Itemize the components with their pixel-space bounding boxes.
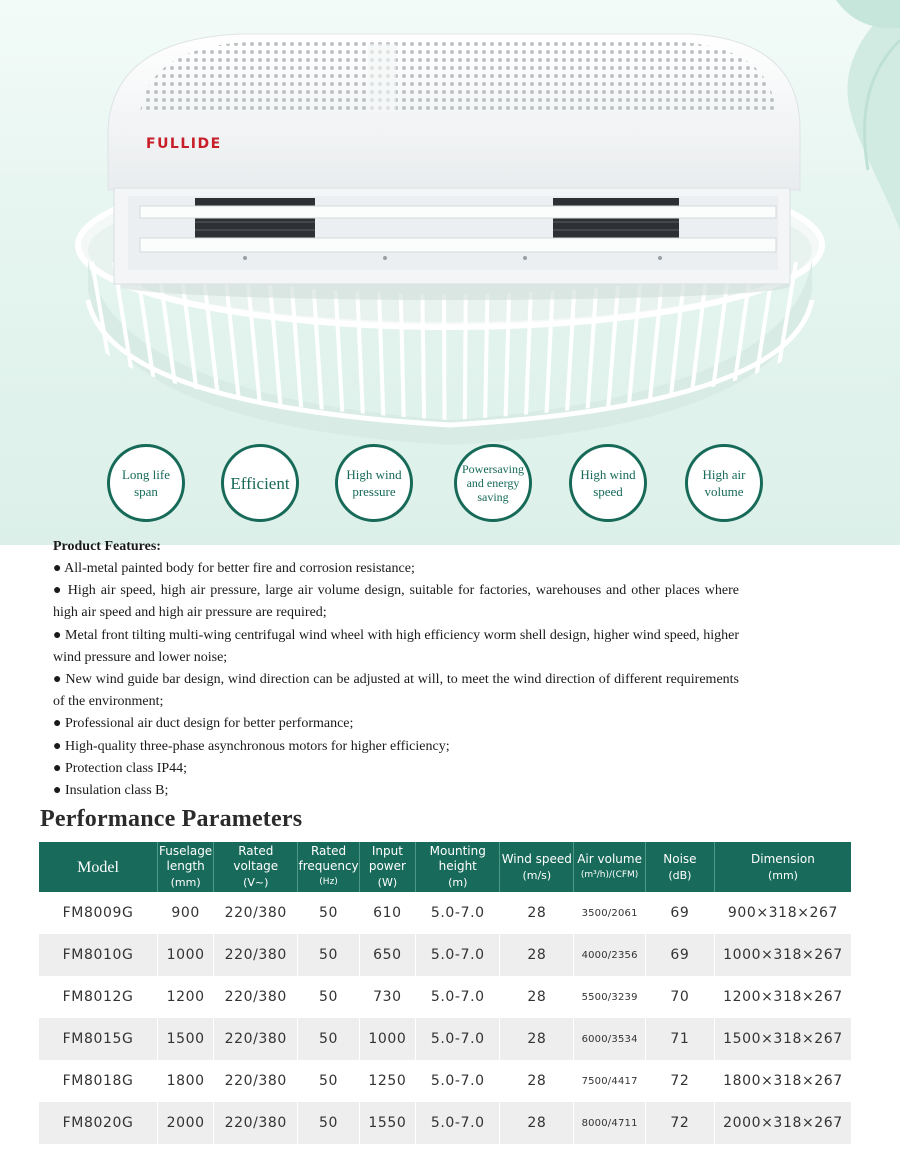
- header-fuselage-length: Fuselage length (mm): [158, 842, 214, 892]
- cell-wind-speed: 28: [500, 1060, 574, 1102]
- cell-air-volume: 3500/2061: [574, 892, 646, 934]
- cell-air-volume: 4000/2356: [574, 934, 646, 976]
- cell-wind-speed: 28: [500, 934, 574, 976]
- cell-frequency: 50: [298, 934, 359, 976]
- cell-frequency: 50: [298, 1018, 359, 1060]
- cell-dimension: 1500×318×267: [714, 1018, 851, 1060]
- cell-wind-speed: 28: [500, 1102, 574, 1144]
- cell-frequency: 50: [298, 892, 359, 934]
- performance-table: [39, 842, 851, 1144]
- cell-noise: 72: [645, 1060, 714, 1102]
- badge-wind-speed: High wind speed: [569, 444, 647, 522]
- badge-wind-pressure: High wind pressure: [335, 444, 413, 522]
- cell-frequency: 50: [298, 976, 359, 1018]
- table-row: [39, 1060, 851, 1102]
- feature-item: ● New wind guide bar design, wind direction can be adjusted at will, to meet the wind direction of different requirements of the environment;: [53, 672, 739, 710]
- cell-model: FM8009G: [62, 905, 134, 921]
- header-wind-speed: Wind speed (m/s): [500, 842, 574, 892]
- cell-noise: 70: [645, 976, 714, 1018]
- cell-frequency: 50: [298, 1060, 359, 1102]
- cell-model: FM8012G: [62, 989, 134, 1005]
- cell-length: 2000: [158, 1102, 214, 1144]
- cell-dimension: 2000×318×267: [714, 1102, 851, 1144]
- table-row: [39, 1102, 851, 1144]
- table-row: [39, 1018, 851, 1060]
- cell-air-volume: 6000/3534: [574, 1018, 646, 1060]
- cell-dimension: 1000×318×267: [714, 934, 851, 976]
- header-rated-frequency: Rated frequency (Hz): [298, 842, 359, 892]
- cell-power: 650: [359, 934, 415, 976]
- cell-wind-speed: 28: [500, 1018, 574, 1060]
- cell-length: 1500: [158, 1018, 214, 1060]
- cell-voltage: 220/380: [214, 1060, 298, 1102]
- cell-height: 5.0-7.0: [416, 934, 500, 976]
- cell-height: 5.0-7.0: [416, 1018, 500, 1060]
- cell-dimension: 900×318×267: [714, 892, 851, 934]
- header-noise: Noise (dB): [645, 842, 714, 892]
- badge-power-saving: Powersaving and energy saving: [454, 444, 532, 522]
- header-rated-voltage: Rated voltage (V~): [214, 842, 298, 892]
- cell-frequency: 50: [298, 1102, 359, 1144]
- hero-banner: [0, 0, 900, 545]
- cell-wind-speed: 28: [500, 976, 574, 1018]
- feature-badges: [0, 440, 900, 530]
- cell-noise: 69: [645, 934, 714, 976]
- badge-air-volume: High air volume: [685, 444, 763, 522]
- header-input-power: Input power (W): [359, 842, 415, 892]
- cell-voltage: 220/380: [214, 892, 298, 934]
- feature-item: ● High air speed, high air pressure, large air volume design, suitable for factories, warehouses and other places where high air speed and high air pressure are required;: [53, 583, 739, 621]
- cell-height: 5.0-7.0: [416, 1102, 500, 1144]
- header-air-volume: Air volume (m³/h)/(CFM): [574, 842, 646, 892]
- cell-model: FM8015G: [39, 1018, 158, 1060]
- cell-power: 730: [359, 976, 415, 1018]
- cell-power: 1000: [359, 1018, 415, 1060]
- header-dimension: Dimension (mm): [714, 842, 851, 892]
- cell-height: 5.0-7.0: [416, 892, 500, 934]
- brand-logo: FULLIDE: [146, 136, 222, 152]
- features-heading: Product Features:: [53, 539, 161, 554]
- cell-voltage: 220/380: [214, 934, 298, 976]
- cell-length: 1000: [158, 934, 214, 976]
- feature-item: ● High-quality three-phase asynchronous motors for higher efficiency;: [53, 738, 450, 754]
- cell-model: FM8010G: [39, 934, 158, 976]
- cell-voltage: 220/380: [214, 976, 298, 1018]
- table-row: [39, 934, 851, 976]
- cell-noise: 71: [645, 1018, 714, 1060]
- cell-voltage: 220/380: [214, 1018, 298, 1060]
- product-features: [53, 536, 739, 802]
- feature-item: ● All-metal painted body for better fire and corrosion resistance;: [53, 561, 415, 576]
- cell-length: 1200: [158, 976, 214, 1018]
- cell-air-volume: 7500/4417: [574, 1060, 646, 1102]
- cell-height: 5.0-7.0: [416, 976, 500, 1018]
- cell-length: 900: [158, 892, 214, 934]
- cell-noise: 72: [645, 1102, 714, 1144]
- cell-wind-speed: 28: [500, 892, 574, 934]
- cell-noise: 69: [645, 892, 714, 934]
- badge-efficient: Efficient: [221, 444, 299, 522]
- cell-air-volume: 5500/3239: [574, 976, 646, 1018]
- cell-model: FM8020G: [39, 1102, 158, 1144]
- cell-length: 1800: [158, 1060, 214, 1102]
- header-model: Model: [39, 842, 158, 892]
- header-mounting-height: Mounting height (m): [416, 842, 500, 892]
- performance-title: Performance Parameters: [40, 806, 303, 832]
- table-row: [39, 976, 851, 1018]
- cell-power: 1550: [359, 1102, 415, 1144]
- cell-dimension: 1800×318×267: [714, 1060, 851, 1102]
- cell-power: 610: [359, 892, 415, 934]
- table-header-row: [39, 842, 851, 892]
- cell-model: FM8018G: [62, 1073, 134, 1089]
- badge-long-life: Long life span: [107, 444, 185, 522]
- feature-item: ● Professional air duct design for better performance;: [53, 716, 354, 732]
- feature-item: ● Insulation class B;: [53, 783, 169, 799]
- cell-voltage: 220/380: [214, 1102, 298, 1144]
- cell-dimension: 1200×318×267: [714, 976, 851, 1018]
- cell-air-volume: 8000/4711: [574, 1102, 646, 1144]
- table-row: [39, 892, 851, 934]
- cell-power: 1250: [359, 1060, 415, 1102]
- feature-item: ● Metal front tilting multi-wing centrifugal wind wheel with high efficiency worm shell design, higher wind speed, higher wind pressure and lower noise;: [53, 627, 739, 665]
- cell-height: 5.0-7.0: [416, 1060, 500, 1102]
- feature-item: ● Protection class IP44;: [53, 760, 188, 776]
